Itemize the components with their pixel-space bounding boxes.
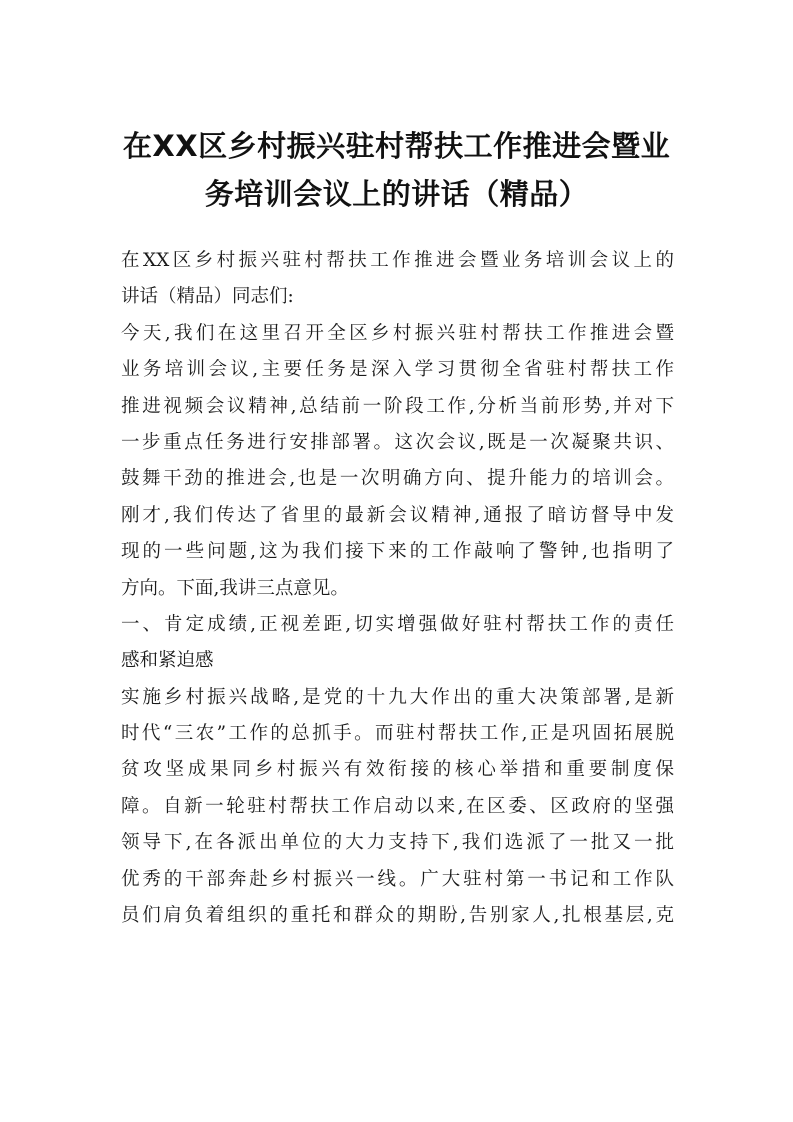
document-title: [110, 122, 683, 218]
body-line: 一步重点任务进行安排部署。这次会议,既是一次凝聚共识、: [121, 431, 674, 453]
body-line: 今天,我们在这里召开全区乡村振兴驻村帮扶工作推进会暨: [121, 322, 674, 344]
document-body: [121, 243, 674, 934]
body-line: 刚才,我们传达了省里的最新会议精神,通报了暗访督导中发: [121, 504, 674, 526]
body-line: 感和紧迫感: [121, 650, 214, 672]
body-line: 障。自新一轮驻村帮扶工作启动以来,在区委、区政府的坚强: [121, 795, 674, 817]
body-line: 贫攻坚成果同乡村振兴有效衔接的核心举措和重要制度保: [121, 759, 674, 781]
body-line: 在XX区乡村振兴驻村帮扶工作推进会暨业务培训会议上的: [121, 250, 674, 271]
title-line: 在XX区乡村振兴驻村帮扶工作推进会暨业: [122, 129, 671, 163]
body-line: 实施乡村振兴战略,是党的十九大作出的重大决策部署,是新: [121, 686, 674, 708]
body-line: 一、肯定成绩,正视差距,切实增强做好驻村帮扶工作的责任: [121, 613, 674, 635]
body-line: 推进视频会议精神,总结前一阶段工作,分析当前形势,并对下: [121, 395, 674, 417]
body-line: 时代“三农”工作的总抓手。而驻村帮扶工作,正是巩固拓展脱: [121, 723, 674, 745]
title-line: 务培训会议上的讲话（精品）: [204, 177, 589, 211]
body-line: 优秀的干部奔赴乡村振兴一线。广大驻村第一书记和工作队: [121, 868, 674, 890]
body-line: 领导下,在各派出单位的大力支持下,我们选派了一批又一批: [121, 832, 674, 854]
body-line: 讲话（精品）同志们:: [121, 286, 294, 308]
body-line: 员们肩负着组织的重托和群众的期盼,告别家人,扎根基层,克: [121, 905, 674, 927]
body-line: 现的一些问题,这为我们接下来的工作敲响了警钟,也指明了: [121, 541, 674, 563]
body-line: 方向。下面,我讲三点意见。: [121, 577, 349, 599]
body-line: 鼓舞干劲的推进会,也是一次明确方向、提升能力的培训会。: [121, 468, 674, 490]
body-line: 业务培训会议,主要任务是深入学习贯彻全省驻村帮扶工作: [121, 359, 674, 381]
